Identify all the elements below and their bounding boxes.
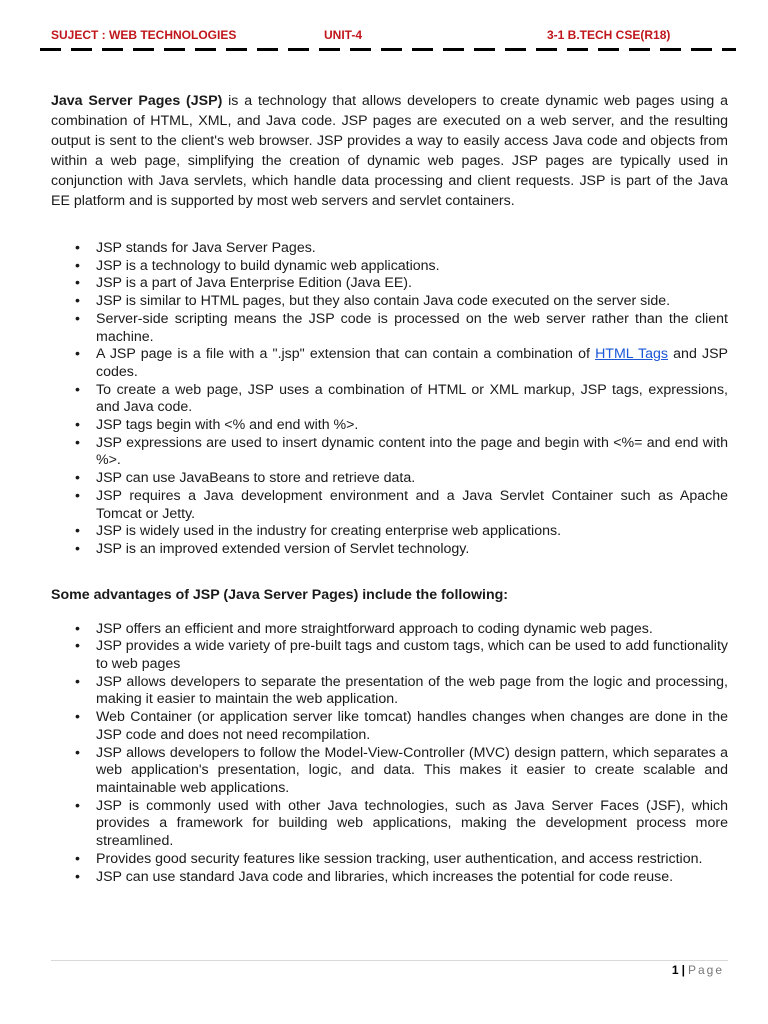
list-item-text: JSP is similar to HTML pages, but they also contain Java code executed on the server side. [96,293,671,310]
html-tags-link[interactable]: HTML Tags [595,346,669,363]
list-item [51,382,728,417]
list-item [51,709,728,744]
footer-rule [51,960,728,961]
list-item [51,851,728,869]
advantages-heading: Some advantages of JSP (Java Server Pages) include the following: [51,586,509,603]
list-item [51,346,728,381]
list-item-text: JSP is an improved extended version of Servlet technology. [96,540,470,557]
list-item [51,488,728,523]
list-item-text: A JSP page is a file with a ".jsp" extension that can contain a combination of [96,346,596,363]
bullet-icon: • [75,257,80,274]
header-unit: UNIT-4 [324,28,363,42]
bullet-icon: • [75,381,80,398]
list-item [51,311,728,346]
list-item [51,258,728,276]
bullet-icon: • [75,346,80,363]
page-footer [672,963,724,977]
intro-paragraph [51,91,728,211]
list-item-text: JSP is a part of Java Enterprise Edition (Java EE). [96,275,412,292]
bullet-icon: • [75,434,80,451]
bullet-icon: • [75,868,80,885]
list-item [51,435,728,470]
bullet-icon: • [75,523,80,540]
bullet-icon: • [75,709,80,726]
list-item [51,798,728,851]
page-content [51,91,728,886]
list-item [51,541,728,559]
list-item [51,638,728,673]
bullet-icon: • [75,638,80,655]
list-item-text: and JSP codes. [96,346,728,380]
list-item [51,293,728,311]
advantages-list [51,621,728,887]
page-number: 1 [671,963,679,977]
bullet-icon: • [75,850,80,867]
bullet-icon: • [75,293,80,310]
intro-term: Java Server Pages (JSP) [51,93,223,109]
page-label: Page [687,963,724,977]
bullet-icon: • [75,620,80,637]
list-item [51,523,728,541]
header-subject: SUJECT : WEB TECHNOLOGIES [51,28,237,42]
list-item-text: JSP can use JavaBeans to store and retrieve data. [96,470,416,487]
bullet-icon: • [75,310,80,327]
list-item-text: To create a web page, JSP uses a combination of HTML or XML markup, JSP tags, expressions, and Java code. [96,381,728,416]
list-item-text: JSP allows developers to separate the presentation of the web page from the logic and processing, making it easier to maintain the web application. [96,673,728,708]
bullet-icon: • [75,275,80,292]
list-item [51,417,728,435]
list-item [51,674,728,709]
list-item [51,470,728,488]
bullet-icon: • [75,673,80,690]
list-item-text: Web Container (or application server like tomcat) handles changes when changes are done in the JSP code and does not need recompilation. [96,709,728,743]
list-item-text: JSP is widely used in the industry for creating enterprise web applications. [96,523,562,540]
list-item [51,275,728,293]
bullet-icon: • [75,417,80,434]
header-class: 3-1 B.TECH CSE(R18) [547,28,671,42]
intro-text: is a technology that allows developers to create dynamic web pages using a combination of HTML, XML, and Java code. JSP pages are executed on a web server, and the resulting output is sent to the client's web browser. JSP provides a way to easily access Java code and objects from within a web page, simplifying the creation of dynamic web pages. JSP pages are typically used in conjunction with Java servlets, which handle data processing and client requests. JSP is part of the Java EE platform and is supported by most web servers and servlet containers. [51,93,728,209]
list-item-text: JSP stands for Java Server Pages. [96,240,316,256]
bullet-icon: • [75,470,80,487]
list-item [51,869,728,887]
list-item [51,621,728,639]
page-header [51,28,731,44]
list-item [51,745,728,798]
bullet-icon: • [75,540,80,557]
list-item-text: JSP is a technology to build dynamic web applications. [96,257,440,274]
jsp-facts-list [51,240,728,559]
bullet-icon: • [75,744,80,761]
list-item-text: Provides good security features like session tracking, user authentication, and access restriction. [96,850,703,867]
list-item-text: Server-side scripting means the JSP code is processed on the web server rather than the client machine. [96,310,728,345]
list-item [51,240,728,258]
bullet-icon: • [75,797,80,814]
list-item-text: JSP offers an efficient and more straightforward approach to coding dynamic web pages. [96,620,653,637]
list-item-text: JSP tags begin with <% and end with %>. [96,417,359,434]
header-dashed-rule [40,48,736,51]
list-item-text: JSP is commonly used with other Java technologies, such as Java Server Faces (JSF), which provides a framework for building web applications, making the development process more streamlined. [96,797,728,850]
list-item-text: JSP can use standard Java code and libraries, which increases the potential for code reuse. [96,868,674,885]
bullet-icon: • [75,487,80,504]
footer-separator: | [681,963,685,977]
bullet-icon: • [75,240,80,256]
list-item-text: JSP allows developers to follow the Model-View-Controller (MVC) design pattern, which separates a web application's presentation, logic, and data. This makes it easier to create scalable and maintainable web applications. [96,744,728,796]
list-item-text: JSP requires a Java development environment and a Java Servlet Container such as Apache Tomcat or Jetty. [96,487,728,522]
list-item-text: JSP provides a wide variety of pre-built tags and custom tags, which can be used to add functionality to web pages [96,638,728,673]
list-item-text: JSP expressions are used to insert dynamic content into the page and begin with <%= and end with %>. [96,434,728,469]
